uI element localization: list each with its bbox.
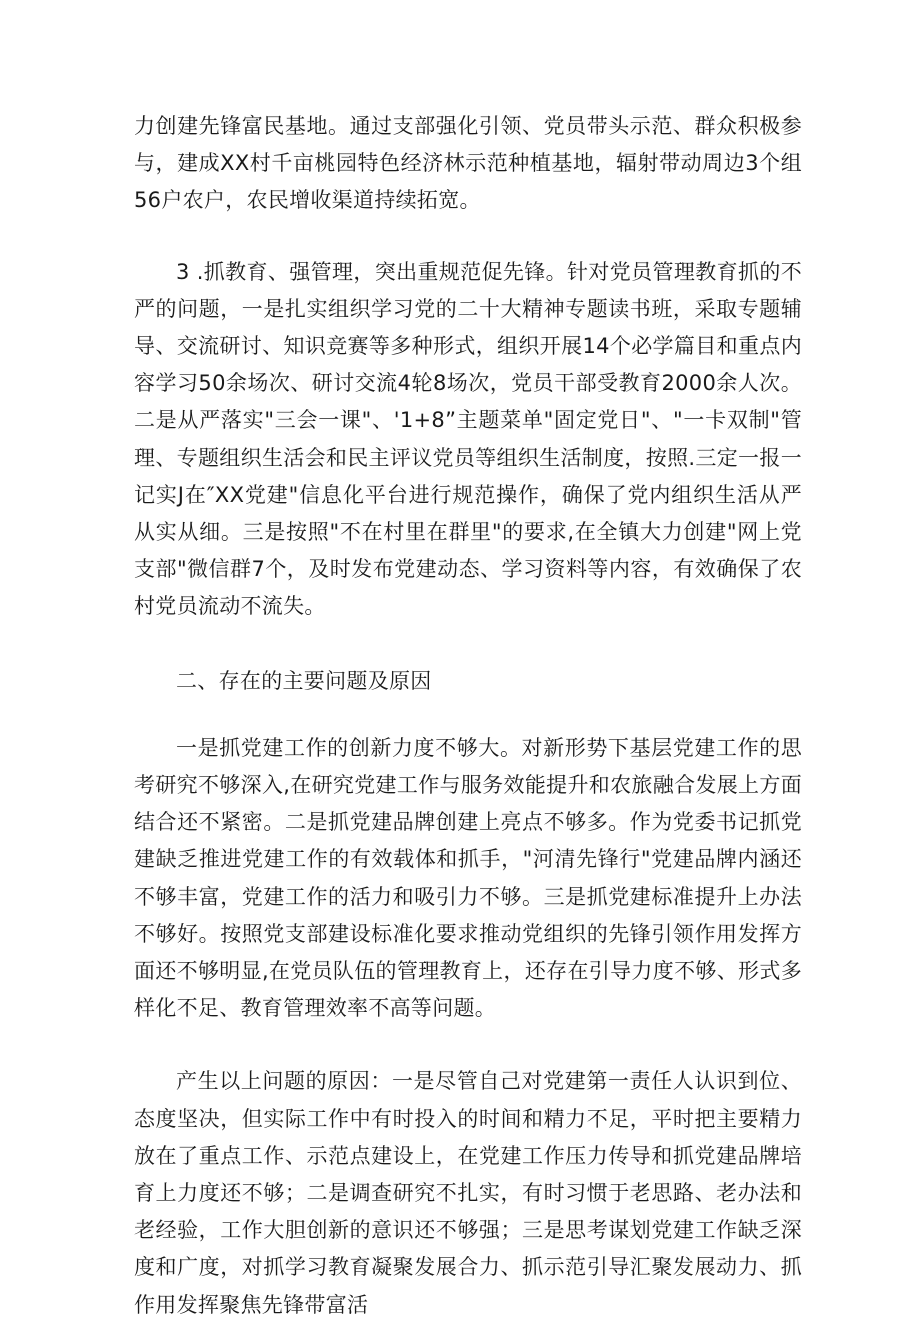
paragraph-main-problems: 一是抓党建工作的创新力度不够大。对新形势下基层党建工作的思考研究不够深入,在研究党建工作与服务效能提升和农旅融合发展上方面结合还不紧密。二是抓党建品牌创建上亮点不够多。作为党委书记抓党建缺乏推进党建工作的有效载体和抓手，"河清先锋行"党建品牌内涵还不够丰富，党建工作的活力和吸引力不够。三是抓党建标准提升上办法不够好。按照党支部建设标准化要求推动党组织的先锋引领作用发挥方面还不够明显,在党员队伍的管理教育上，还存在引导力度不够、形式多样化不足、教育管理效率不高等问题。	[134, 735, 802, 1021]
paragraph-education-management: 3 .抓教育、强管理，突出重规范促先锋。针对党员管理教育抓的不严的问题，一是扎实组织学习党的二十大精神专题读书班，采取专题辅导、交流研讨、知识竞赛等多种形式，组织开展14个必学篇目和重点内容学习50余场次、研讨交流4轮8场次，党员干部受教育2000余人次。二是从严落实"三会一课"、'1+8”主题菜单"固定党日"、"一卡双制"管理、专题组织生活会和民主评议党员等组织生活制度，按照.三定一报一记实J在″XX党建"信息化平台进行规范操作，确保了党内组织生活从严从实从细。三是按照"不在村里在群里"的要求,在全镇大力创建"网上党支部"微信群7个，及时发布党建动态、学习资料等内容，有效确保了农村党员流动不流失。	[134, 259, 802, 619]
paragraph-continued: 力创建先锋富民基地。通过支部强化引领、党员带头示范、群众积极参与，建成XX村千亩桃园特色经济林示范种植基地，辐射带动周边3个组56户农户，农民增收渠道持续拓宽。	[134, 114, 802, 213]
paragraph-causes: 产生以上问题的原因：一是尽管自己对党建第一责任人认识到位、态度坚决，但实际工作中有时投入的时间和精力不足，平时把主要精力放在了重点工作、示范点建设上，在党建工作压力传导和抓党建品牌培育上力度还不够；二是调查研究不扎实，有时习惯于老思路、老办法和老经验，工作大胆创新的意识还不够强；三是思考谋划党建工作缺乏深度和广度，对抓学习教育凝聚发展合力、抓示范引导汇聚发展动力、抓作用发挥聚焦先锋带富活	[134, 1069, 802, 1317]
section-heading: 二、存在的主要问题及原因	[176, 668, 432, 693]
